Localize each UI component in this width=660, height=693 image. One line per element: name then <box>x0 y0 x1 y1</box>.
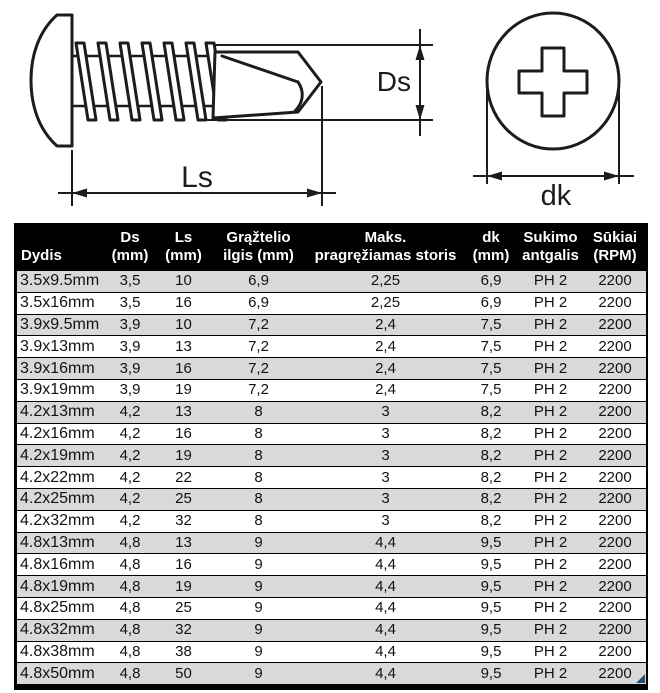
screw-threads <box>76 43 226 120</box>
cell-dydis: 4.8x25mm <box>17 597 104 619</box>
table-row <box>17 423 646 445</box>
cell-ds-mm: 4,2 <box>104 467 156 489</box>
cell-dydis: 4.2x22mm <box>17 467 104 489</box>
cell-dydis: 4.8x32mm <box>17 619 104 641</box>
cell-dydis: 3.9x13mm <box>17 336 104 358</box>
cell-grazteli-ilgis: 9 <box>211 554 306 576</box>
table-row <box>17 467 646 489</box>
cell-sukimo-antgalis: PH 2 <box>517 358 584 380</box>
cell-dk-mm: 7,5 <box>465 314 517 336</box>
cell-sukiai-rpm: 2200 <box>584 488 646 510</box>
col-header-line: Sukimo <box>523 229 578 246</box>
cell-grazteli-ilgis: 8 <box>211 467 306 489</box>
cell-sukiai-rpm: 2200 <box>584 401 646 423</box>
cell-grazteli-ilgis: 9 <box>211 576 306 598</box>
cell-sukimo-antgalis: PH 2 <box>517 641 584 663</box>
cell-sukimo-antgalis: PH 2 <box>517 292 584 314</box>
screw-head-view <box>473 13 634 212</box>
ds-dimension-label: Ds <box>376 66 411 97</box>
table-row <box>17 532 646 554</box>
table-row <box>17 401 646 423</box>
cell-sukimo-antgalis: PH 2 <box>517 379 584 401</box>
col-header-line: Dydis <box>21 247 62 264</box>
cell-ds-mm: 3,9 <box>104 314 156 336</box>
cell-ls-mm: 19 <box>156 576 211 598</box>
cell-ds-mm: 4,2 <box>104 423 156 445</box>
cell-maks-storis: 3 <box>306 423 465 445</box>
table-row <box>17 336 646 358</box>
col-header-line: Ds <box>120 229 140 246</box>
spec-table <box>14 223 648 690</box>
cell-dk-mm: 9,5 <box>465 641 517 663</box>
cell-grazteli-ilgis: 8 <box>211 510 306 532</box>
col-header-line: Maks. <box>364 229 407 246</box>
cell-maks-storis: 2,4 <box>306 314 465 336</box>
cell-sukimo-antgalis: PH 2 <box>517 619 584 641</box>
drill-point <box>213 52 321 118</box>
cell-maks-storis: 3 <box>306 467 465 489</box>
table-row <box>17 379 646 401</box>
cell-dk-mm: 8,2 <box>465 445 517 467</box>
cell-sukimo-antgalis: PH 2 <box>517 336 584 358</box>
cell-ds-mm: 3,9 <box>104 336 156 358</box>
cell-ds-mm: 4,8 <box>104 597 156 619</box>
cell-sukimo-antgalis: PH 2 <box>517 576 584 598</box>
cell-ds-mm: 4,8 <box>104 663 156 684</box>
cell-dk-mm: 8,2 <box>465 467 517 489</box>
cell-grazteli-ilgis: 7,2 <box>211 314 306 336</box>
cell-dydis: 3.9x16mm <box>17 358 104 380</box>
cell-maks-storis: 4,4 <box>306 619 465 641</box>
cell-sukiai-rpm: 2200 <box>584 292 646 314</box>
screw-technical-drawing <box>0 0 660 218</box>
table-row <box>17 292 646 314</box>
cell-sukiai-rpm: 2200 <box>584 336 646 358</box>
cell-ds-mm: 3,5 <box>104 271 156 293</box>
cell-sukimo-antgalis: PH 2 <box>517 488 584 510</box>
col-header-ds-mm <box>104 223 156 271</box>
table-body <box>17 271 646 685</box>
table-row <box>17 641 646 663</box>
cell-sukiai-rpm: 2200 <box>584 314 646 336</box>
cell-ls-mm: 25 <box>156 597 211 619</box>
cell-ls-mm: 13 <box>156 401 211 423</box>
cell-dk-mm: 8,2 <box>465 401 517 423</box>
cell-maks-storis: 4,4 <box>306 576 465 598</box>
table-row <box>17 488 646 510</box>
col-header-line: (mm) <box>165 247 202 264</box>
cell-dk-mm: 9,5 <box>465 576 517 598</box>
table-row <box>17 358 646 380</box>
cell-grazteli-ilgis: 9 <box>211 597 306 619</box>
col-header-sukimo-antgalis <box>517 223 584 271</box>
cell-maks-storis: 2,4 <box>306 358 465 380</box>
cell-ls-mm: 10 <box>156 314 211 336</box>
cell-sukiai-rpm: 2200 <box>584 271 646 293</box>
screw-head-side <box>31 15 72 146</box>
ds-arrow-bottom <box>416 105 425 120</box>
col-header-line: antgalis <box>522 247 579 264</box>
cell-dk-mm: 7,5 <box>465 336 517 358</box>
cell-grazteli-ilgis: 8 <box>211 423 306 445</box>
cell-sukimo-antgalis: PH 2 <box>517 663 584 684</box>
table-row <box>17 619 646 641</box>
cell-sukiai-rpm: 2200 <box>584 641 646 663</box>
cell-dk-mm: 7,5 <box>465 379 517 401</box>
table-row <box>17 445 646 467</box>
cell-sukiai-rpm: 2200 <box>584 423 646 445</box>
cell-dk-mm: 9,5 <box>465 532 517 554</box>
cell-sukiai-rpm: 2200 <box>584 576 646 598</box>
ls-arrow-left <box>72 189 87 198</box>
cell-sukimo-antgalis: PH 2 <box>517 467 584 489</box>
col-header-line: (RPM) <box>593 247 637 264</box>
cell-dydis: 4.2x25mm <box>17 488 104 510</box>
cell-dydis: 3.9x9.5mm <box>17 314 104 336</box>
cell-dydis: 4.8x13mm <box>17 532 104 554</box>
cell-dydis: 4.2x13mm <box>17 401 104 423</box>
cell-ds-mm: 3,9 <box>104 358 156 380</box>
cell-ls-mm: 16 <box>156 554 211 576</box>
col-header-maks-storis <box>306 223 465 271</box>
cell-sukiai-rpm: 2200 <box>584 532 646 554</box>
col-header-line: dk <box>482 229 500 246</box>
col-header-line: (mm) <box>111 247 149 264</box>
cell-ls-mm: 50 <box>156 663 211 684</box>
cell-ds-mm: 4,2 <box>104 401 156 423</box>
cell-dk-mm: 6,9 <box>465 292 517 314</box>
cell-ls-mm: 10 <box>156 271 211 293</box>
cell-ls-mm: 25 <box>156 488 211 510</box>
col-header-grazteli-ilgis <box>211 223 306 271</box>
cell-sukimo-antgalis: PH 2 <box>517 423 584 445</box>
cell-ds-mm: 4,8 <box>104 619 156 641</box>
dk-dimension-label: dk <box>540 180 572 212</box>
cell-ds-mm: 3,9 <box>104 379 156 401</box>
cell-grazteli-ilgis: 9 <box>211 663 306 684</box>
cell-ls-mm: 32 <box>156 510 211 532</box>
cell-grazteli-ilgis: 9 <box>211 619 306 641</box>
cell-maks-storis: 4,4 <box>306 663 465 684</box>
cell-dk-mm: 9,5 <box>465 554 517 576</box>
cell-dydis: 3.9x19mm <box>17 379 104 401</box>
cell-maks-storis: 4,4 <box>306 597 465 619</box>
table-row <box>17 597 646 619</box>
cell-dk-mm: 8,2 <box>465 423 517 445</box>
cell-maks-storis: 2,25 <box>306 271 465 293</box>
cell-sukiai-rpm: 2200 <box>584 467 646 489</box>
cell-maks-storis: 4,4 <box>306 641 465 663</box>
cell-sukimo-antgalis: PH 2 <box>517 401 584 423</box>
cell-grazteli-ilgis: 8 <box>211 401 306 423</box>
cell-ls-mm: 13 <box>156 532 211 554</box>
cell-dydis: 4.2x32mm <box>17 510 104 532</box>
cell-ls-mm: 19 <box>156 445 211 467</box>
cell-maks-storis: 3 <box>306 510 465 532</box>
col-header-dydis <box>17 223 104 271</box>
col-header-sukiai-rpm <box>584 223 646 271</box>
col-header-line: Ls <box>174 229 193 246</box>
cell-sukiai-rpm: 2200 <box>584 597 646 619</box>
cell-ls-mm: 19 <box>156 379 211 401</box>
cell-grazteli-ilgis: 8 <box>211 488 306 510</box>
cell-grazteli-ilgis: 9 <box>211 532 306 554</box>
cell-sukimo-antgalis: PH 2 <box>517 271 584 293</box>
cell-dk-mm: 9,5 <box>465 597 517 619</box>
cell-ds-mm: 4,8 <box>104 641 156 663</box>
cell-dydis: 4.8x38mm <box>17 641 104 663</box>
cell-maks-storis: 4,4 <box>306 532 465 554</box>
cell-sukimo-antgalis: PH 2 <box>517 532 584 554</box>
cell-dydis: 3.5x16mm <box>17 292 104 314</box>
cell-dydis: 3.5x9.5mm <box>17 271 104 293</box>
cell-ls-mm: 32 <box>156 619 211 641</box>
ls-dimension-label: Ls <box>181 161 213 194</box>
cell-ls-mm: 22 <box>156 467 211 489</box>
cell-maks-storis: 2,4 <box>306 336 465 358</box>
cell-sukiai-rpm: 2200 <box>584 379 646 401</box>
cell-dk-mm: 7,5 <box>465 358 517 380</box>
cell-dydis: 4.2x19mm <box>17 445 104 467</box>
cell-grazteli-ilgis: 7,2 <box>211 358 306 380</box>
cell-maks-storis: 4,4 <box>306 554 465 576</box>
cell-ls-mm: 16 <box>156 423 211 445</box>
cell-ds-mm: 3,5 <box>104 292 156 314</box>
table-row <box>17 314 646 336</box>
cell-sukimo-antgalis: PH 2 <box>517 445 584 467</box>
cell-dydis: 4.2x16mm <box>17 423 104 445</box>
header-row <box>17 223 646 271</box>
col-header-dk-mm <box>465 223 517 271</box>
cell-sukimo-antgalis: PH 2 <box>517 597 584 619</box>
screw-side-view <box>31 15 433 206</box>
cell-dk-mm: 6,9 <box>465 271 517 293</box>
cell-sukiai-rpm: 2200 <box>584 554 646 576</box>
cell-ds-mm: 4,8 <box>104 554 156 576</box>
cell-ds-mm: 4,2 <box>104 488 156 510</box>
cell-grazteli-ilgis: 6,9 <box>211 292 306 314</box>
table-row <box>17 510 646 532</box>
col-header-line: Sūkiai <box>592 229 638 246</box>
table-row <box>17 554 646 576</box>
table-row <box>17 271 646 293</box>
cell-sukimo-antgalis: PH 2 <box>517 554 584 576</box>
cell-maks-storis: 2,4 <box>306 379 465 401</box>
table-row <box>17 663 646 684</box>
cell-sukimo-antgalis: PH 2 <box>517 314 584 336</box>
ds-arrow-top <box>416 45 425 60</box>
cell-dk-mm: 8,2 <box>465 510 517 532</box>
col-header-ls-mm <box>156 223 211 271</box>
cell-grazteli-ilgis: 9 <box>211 641 306 663</box>
cell-sukiai-rpm: 2200 <box>584 445 646 467</box>
cell-ds-mm: 4,2 <box>104 510 156 532</box>
cell-dk-mm: 9,5 <box>465 663 517 684</box>
table-row <box>17 576 646 598</box>
cell-ls-mm: 13 <box>156 336 211 358</box>
col-header-line: Grąžtelio <box>226 229 291 246</box>
cell-dydis: 4.8x50mm <box>17 663 104 684</box>
cell-grazteli-ilgis: 7,2 <box>211 379 306 401</box>
cell-ls-mm: 38 <box>156 641 211 663</box>
cell-sukiai-rpm: 2200 <box>584 510 646 532</box>
cell-sukiai-rpm: 2200 <box>584 619 646 641</box>
cell-sukiai-rpm: 2200 <box>584 358 646 380</box>
cell-maks-storis: 3 <box>306 445 465 467</box>
cell-maks-storis: 3 <box>306 488 465 510</box>
cell-ds-mm: 4,8 <box>104 532 156 554</box>
dk-arrow-right <box>604 172 619 181</box>
spec-table-grid <box>17 223 646 684</box>
cell-ls-mm: 16 <box>156 292 211 314</box>
cell-ls-mm: 16 <box>156 358 211 380</box>
cell-dydis: 4.8x16mm <box>17 554 104 576</box>
cell-dk-mm: 8,2 <box>465 488 517 510</box>
cell-maks-storis: 3 <box>306 401 465 423</box>
cell-dydis: 4.8x19mm <box>17 576 104 598</box>
cell-grazteli-ilgis: 8 <box>211 445 306 467</box>
cell-ds-mm: 4,2 <box>104 445 156 467</box>
cell-maks-storis: 2,25 <box>306 292 465 314</box>
ls-arrow-right <box>307 189 322 198</box>
col-header-line: (mm) <box>472 247 510 264</box>
cell-grazteli-ilgis: 7,2 <box>211 336 306 358</box>
cell-sukimo-antgalis: PH 2 <box>517 510 584 532</box>
cell-dk-mm: 9,5 <box>465 619 517 641</box>
cell-ds-mm: 4,8 <box>104 576 156 598</box>
col-header-line: ilgis (mm) <box>223 247 294 264</box>
cell-sukiai-rpm: 2200 <box>584 663 646 684</box>
col-header-line: pragręžiamas storis <box>314 247 457 264</box>
cell-grazteli-ilgis: 6,9 <box>211 271 306 293</box>
dk-arrow-left <box>487 172 502 181</box>
